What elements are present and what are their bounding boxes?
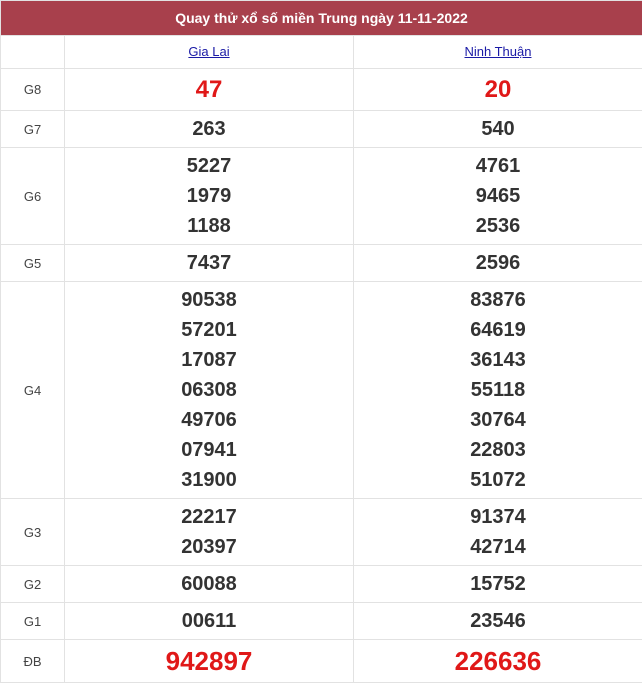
prize-number: 83876 <box>354 285 642 315</box>
prize-number: 47 <box>65 69 354 111</box>
prize-number: 540 <box>354 111 642 148</box>
page-title: Quay thử xổ số miền Trung ngày 11-11-2022 <box>1 1 642 36</box>
prize-number: 64619 <box>354 315 642 345</box>
prize-number: 51072 <box>354 465 642 495</box>
prize-number: 20 <box>354 69 642 111</box>
province-link-gia-lai[interactable]: Gia Lai <box>188 44 229 59</box>
prize-row-g5 <box>1 245 642 282</box>
prize-number: 2596 <box>354 245 642 282</box>
prize-row-g1 <box>1 603 642 640</box>
prize-number-group <box>65 499 354 566</box>
prize-row-g6 <box>1 148 642 245</box>
prize-number: 1188 <box>65 211 353 241</box>
prize-row-g2 <box>1 566 642 603</box>
special-prize-number: 226636 <box>354 640 642 683</box>
prize-number: 15752 <box>354 566 642 603</box>
prize-label: ĐB <box>1 640 65 683</box>
prize-number: 2536 <box>354 211 642 241</box>
prize-number: 91374 <box>354 502 642 532</box>
prize-number: 22803 <box>354 435 642 465</box>
prize-number: 31900 <box>65 465 353 495</box>
prize-row-g7 <box>1 111 642 148</box>
prize-label: G2 <box>1 566 65 603</box>
prize-number: 06308 <box>65 375 353 405</box>
prize-label: G1 <box>1 603 65 640</box>
prize-number-group <box>354 499 642 566</box>
province-header <box>354 36 642 69</box>
prize-row-special <box>1 640 642 683</box>
prize-number: 4761 <box>354 151 642 181</box>
prize-number-group <box>354 148 642 245</box>
prize-number: 30764 <box>354 405 642 435</box>
prize-number: 5227 <box>65 151 353 181</box>
province-link-ninh-thuan[interactable]: Ninh Thuận <box>465 44 532 59</box>
prize-number-group <box>65 148 354 245</box>
prize-number: 49706 <box>65 405 353 435</box>
prize-number: 1979 <box>65 181 353 211</box>
prize-number: 36143 <box>354 345 642 375</box>
prize-number: 42714 <box>354 532 642 562</box>
prize-number: 20397 <box>65 532 353 562</box>
special-prize-number: 942897 <box>65 640 354 683</box>
prize-row-g8 <box>1 69 642 111</box>
prize-label: G7 <box>1 111 65 148</box>
prize-number: 60088 <box>65 566 354 603</box>
prize-label: G8 <box>1 69 65 111</box>
empty-corner <box>1 36 65 69</box>
prize-number: 9465 <box>354 181 642 211</box>
prize-label: G5 <box>1 245 65 282</box>
province-header-row <box>1 36 642 69</box>
prize-row-g3 <box>1 499 642 566</box>
prize-label: G4 <box>1 282 65 499</box>
prize-label: G6 <box>1 148 65 245</box>
prize-number: 7437 <box>65 245 354 282</box>
prize-label: G3 <box>1 499 65 566</box>
prize-number: 00611 <box>65 603 354 640</box>
prize-number: 57201 <box>65 315 353 345</box>
prize-number: 23546 <box>354 603 642 640</box>
prize-number: 17087 <box>65 345 353 375</box>
prize-number: 22217 <box>65 502 353 532</box>
prize-number: 263 <box>65 111 354 148</box>
province-header <box>65 36 354 69</box>
prize-number-group <box>65 282 354 499</box>
prize-number: 90538 <box>65 285 353 315</box>
prize-row-g4 <box>1 282 642 499</box>
prize-number: 55118 <box>354 375 642 405</box>
prize-number: 07941 <box>65 435 353 465</box>
prize-number-group <box>354 282 642 499</box>
